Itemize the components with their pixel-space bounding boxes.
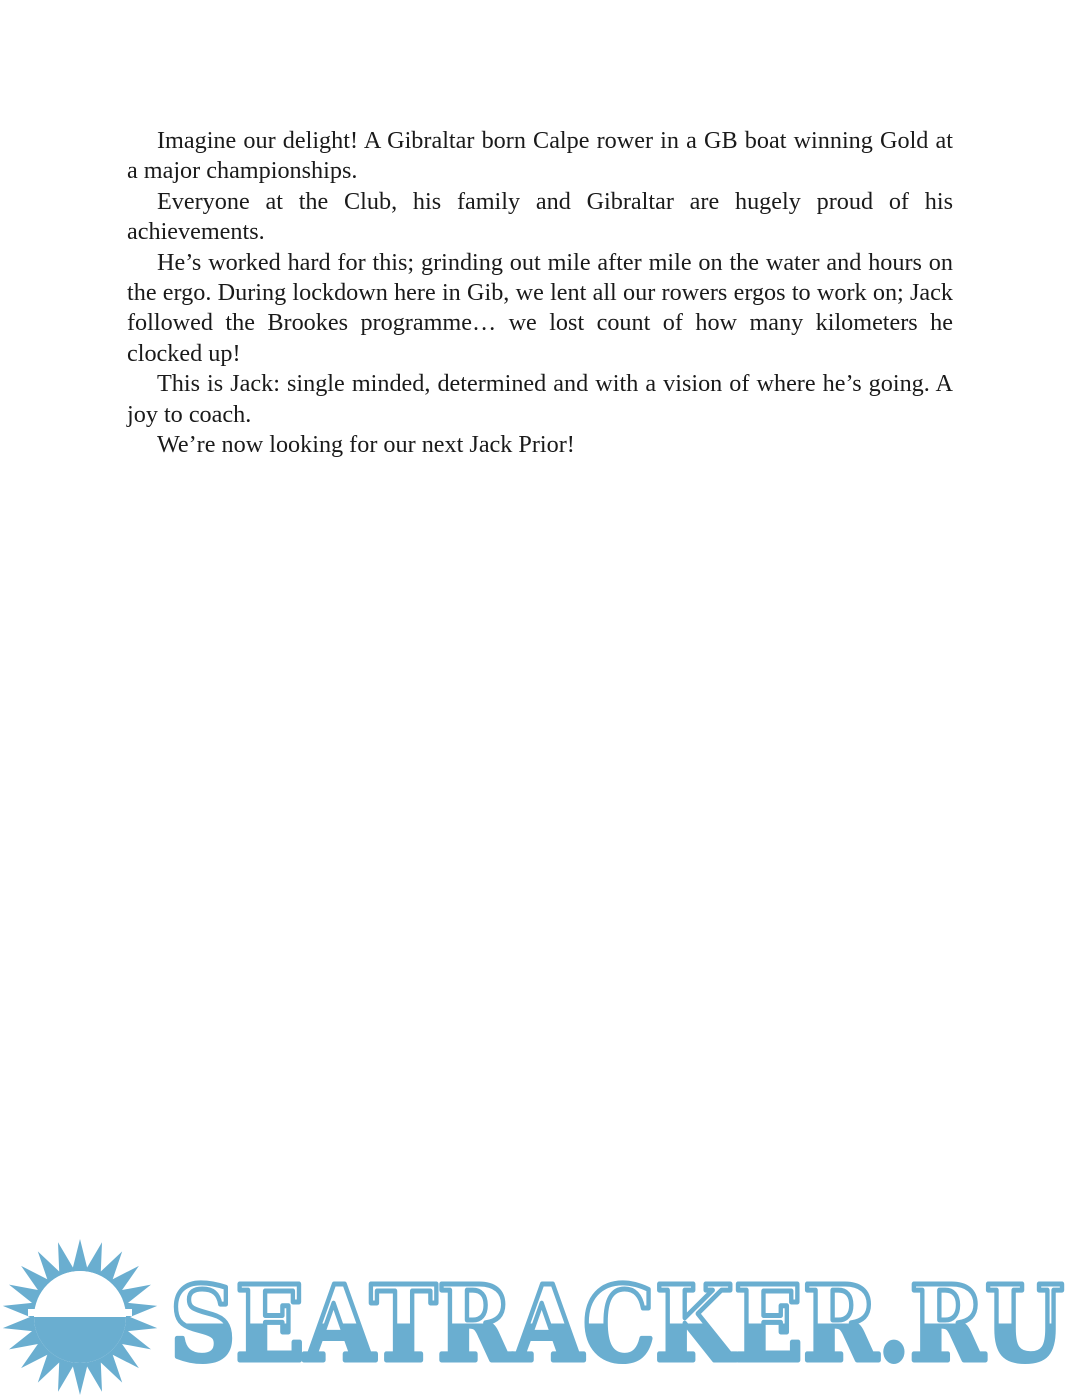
paragraph: We’re now looking for our next Jack Prior! <box>157 431 575 459</box>
paragraph: This is Jack: single minded, determined and with a vision of where he’s going. A joy to coach. <box>127 370 953 428</box>
watermark-text: SEATRACKER.RU <box>170 1262 1064 1385</box>
watermark-wordmark <box>170 1262 1064 1385</box>
paragraph: He’s worked hard for this; grinding out mile after mile on the water and hours on the ergo. During lockdown here in Gib, we lent all our rowers ergos to work on; Jack followed the Brookes programme… we lost count of how many kilometers he clocked up! <box>127 248 953 367</box>
article-body <box>127 126 953 460</box>
sun-icon <box>3 1239 157 1395</box>
paragraph: Imagine our delight! A Gibraltar born Calpe rower in a GB boat winning Gold at a major championships. <box>127 127 953 185</box>
watermark-logo <box>0 1236 1080 1397</box>
paragraph: Everyone at the Club, his family and Gibraltar are hugely proud of his achievements. <box>127 187 953 246</box>
